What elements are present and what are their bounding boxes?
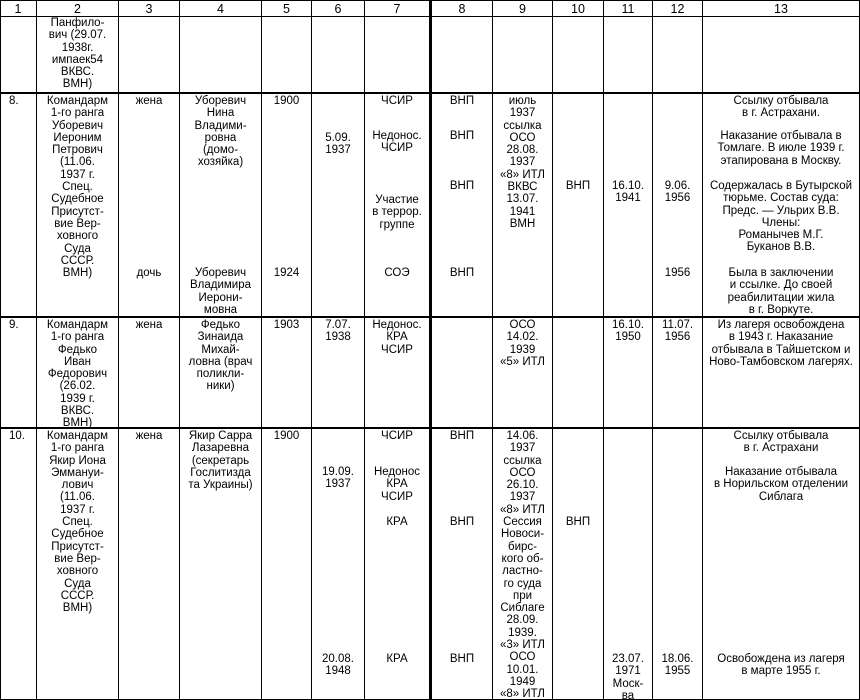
charge-cell: Участие в террор. группе bbox=[372, 194, 422, 231]
charge-cell: ЧСИР bbox=[381, 430, 413, 442]
charge-cell: Недонос КРА ЧСИР bbox=[373, 466, 421, 503]
rehab-date-cell: 18.06. 1955 bbox=[661, 653, 694, 678]
row-divider bbox=[0, 427, 860, 429]
grid-line bbox=[311, 0, 312, 700]
organ-cell: ВНП bbox=[449, 653, 475, 665]
column-header: 6 bbox=[334, 2, 342, 16]
charge-cell: Недонос. ЧСИР bbox=[372, 130, 422, 155]
col10-cell: ВНП bbox=[565, 516, 591, 528]
arrest-date-cell: 20.08. 1948 bbox=[322, 653, 354, 678]
birth-year-cell: 1900 bbox=[273, 95, 300, 107]
note-cell: Наказание отбывала в Томлаге. В июле 1939 г. этапирована в Москву. bbox=[717, 130, 845, 167]
row-divider bbox=[0, 92, 860, 94]
grid-line bbox=[0, 0, 1, 700]
organ-cell: ВНП bbox=[449, 130, 475, 142]
note-cell: Из лагеря освобождена в 1943 г. Наказание отбывала в Тайшетском и Ново-Тамбовском лагерях. bbox=[709, 319, 853, 368]
organ-cell: ВНП bbox=[449, 430, 475, 442]
relation-cell: жена bbox=[135, 95, 163, 107]
column-header: 4 bbox=[217, 2, 224, 16]
grid-line bbox=[0, 16, 860, 17]
sentence-cell: 14.06. 1937 ссылка ОСО 26.10. 1937 «8» ИТЛ Сессия Новоси- бирс- кого об- ластно- го суда при Сиблаге 28.09. 1939. «3» ИТЛ ОСО 10.01. 1949 «8» ИТЛ bbox=[500, 430, 545, 700]
birth-year-cell: 1903 bbox=[273, 319, 300, 331]
relative-name-cell: Федько Зинаида Михай- ловна (врач поликли- ники) bbox=[188, 319, 253, 393]
note-cell: Ссылку отбывала в г. Астрахани bbox=[733, 430, 829, 455]
birth-year-cell: 1924 bbox=[273, 267, 300, 279]
column-header: 12 bbox=[670, 2, 685, 16]
grid-line bbox=[0, 0, 860, 1]
arrest-date-cell: 7.07. 1938 bbox=[325, 319, 351, 344]
organ-cell: ВНП bbox=[449, 267, 475, 279]
column-header: 11 bbox=[621, 2, 635, 16]
column-header: 13 bbox=[774, 2, 788, 16]
arrest-date-cell: 19.09. 1937 bbox=[322, 466, 354, 491]
charge-cell: ЧСИР bbox=[381, 95, 413, 107]
note-cell: Содержалась в Бутырской тюрьме. Состав суда: Предс. — Ульрих В.В. Члены: Романычев М.Г. Буканов В.В. bbox=[709, 180, 853, 254]
note-cell: Наказание отбывала в Норильском отделении Сиблага bbox=[714, 466, 848, 503]
relative-name-cell: Уборевич Нина Владими- ровна (домо- хозяйка) bbox=[194, 95, 247, 169]
note-cell: Ссылку отбывала в г. Астрахани. bbox=[733, 95, 829, 120]
relative-name-cell: Якир Сарра Лазаревна (секретарь Гослитизда та Украины) bbox=[188, 430, 253, 492]
column-header: 2 bbox=[74, 2, 81, 16]
note-cell: Освобождена из лагеря в марте 1955 г. bbox=[717, 653, 845, 678]
grid-line bbox=[552, 0, 553, 700]
sentence-cell: июль 1937 ссылка ОСО 28.08. 1937 «8» ИТЛ ВКВС 13.07. 1941 ВМН bbox=[500, 95, 545, 230]
rehab-date-cell: 1956 bbox=[664, 267, 691, 279]
column-header: 7 bbox=[393, 2, 401, 16]
row-number: 9. bbox=[9, 319, 19, 331]
relative-name-cell: Уборевич Владимира Иерони- мовна bbox=[189, 267, 252, 316]
person-name-cell: Командарм 1-го ранга Уборевич Иероним Петрович (11.06. 1937 г. Спец. Судебное Присутст- вие Вер- ховного Суда СССР. ВМН) bbox=[46, 95, 109, 280]
col11-cell: 16.10. 1950 bbox=[612, 319, 644, 344]
column-header: 5 bbox=[283, 2, 290, 16]
note-cell: Была в заключении и ссылке. До своей реабилитации жила в г. Воркуте. bbox=[727, 267, 835, 316]
relation-cell: жена bbox=[135, 319, 163, 331]
charge-cell: КРА bbox=[386, 516, 408, 528]
arrest-date-cell: 5.09. 1937 bbox=[325, 132, 351, 157]
charge-cell: СОЭ bbox=[384, 267, 410, 279]
row-divider bbox=[0, 316, 860, 318]
grid-line bbox=[603, 0, 604, 700]
rehab-date-cell: 9.06. 1956 bbox=[664, 180, 691, 205]
row-number: 10. bbox=[9, 430, 25, 442]
birth-year-cell: 1900 bbox=[273, 430, 300, 442]
column-header: 3 bbox=[145, 2, 153, 16]
column-header: 1 bbox=[14, 2, 22, 16]
col11-cell: 23.07. 1971 Моск- ва bbox=[612, 653, 644, 700]
organ-cell: ВНП bbox=[449, 95, 475, 107]
column-header: 9 bbox=[519, 2, 526, 16]
charge-cell: КРА bbox=[386, 653, 408, 665]
relation-cell: жена bbox=[135, 430, 163, 442]
row-number: 8. bbox=[9, 95, 19, 107]
organ-cell: ВНП bbox=[449, 180, 475, 192]
sentence-cell: ОСО 14.02. 1939 «5» ИТЛ bbox=[500, 319, 545, 368]
rehab-date-cell: 11.07. 1956 bbox=[661, 319, 694, 344]
relation-cell: дочь bbox=[136, 267, 162, 279]
person-name-cell: Командарм 1-го ранга Якир Иона Эммануи- лович (11.06. 1937 г. Спец. Судебное Присутст- вие Вер- ховного Суда СССР. ВМН) bbox=[46, 430, 109, 615]
col11-cell: 16.10. 1941 bbox=[612, 180, 644, 205]
organ-cell: ВНП bbox=[449, 516, 475, 528]
column-header: 10 bbox=[571, 2, 585, 16]
person-name-cell: Командарм 1-го ранга Федько Иван Федорович (26.02. 1939 г. ВКВС. ВМН) bbox=[46, 319, 109, 430]
grid-line bbox=[652, 0, 653, 700]
person-name-cell: Панфилo- вич (29.07. 1938г. импаек54 ВКВС. ВМН) bbox=[48, 17, 107, 91]
col10-cell: ВНП bbox=[565, 180, 591, 192]
charge-cell: Недонос. КРА ЧСИР bbox=[372, 319, 422, 356]
column-header: 8 bbox=[458, 2, 466, 16]
